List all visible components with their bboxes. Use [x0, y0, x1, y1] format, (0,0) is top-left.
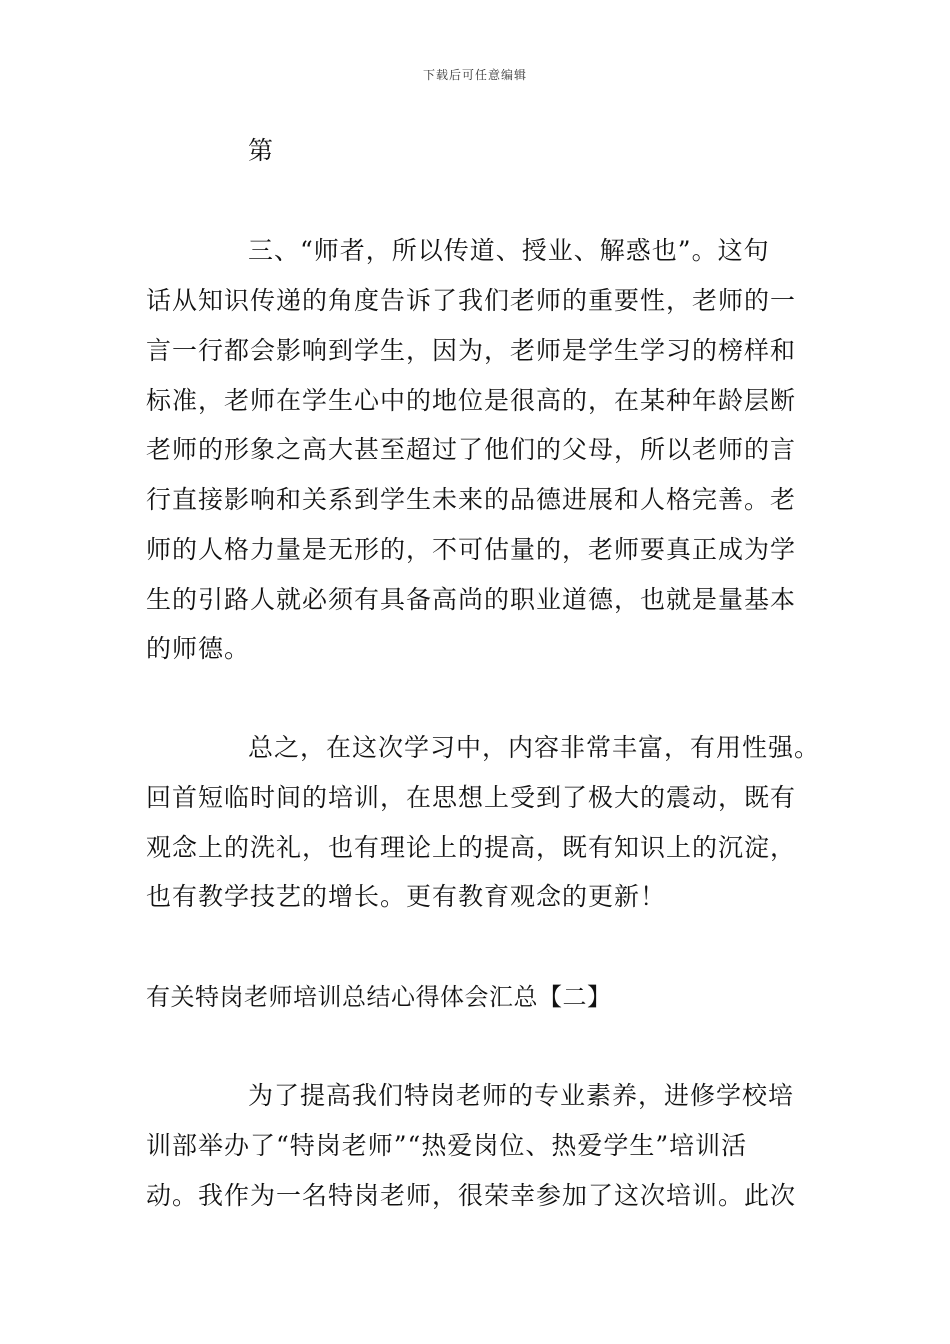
paragraph-line: 也有教学技艺的增长。更有教育观念的更新！ — [146, 882, 667, 911]
paragraph-line: 总之，在这次学习中，内容非常丰富，有用性强。 — [248, 733, 821, 762]
paragraph-line: 生的引路人就必须有具备高尚的职业道德，也就是量基本 — [146, 585, 797, 614]
paragraph-line: 话从知识传递的角度告诉了我们老师的重要性，老师的一 — [146, 286, 797, 315]
paragraph-line: 行直接影响和关系到学生未来的品德进展和人格完善。老 — [146, 485, 797, 514]
paragraph-line: 老师的形象之高大甚至超过了他们的父母，所以老师的言 — [146, 435, 797, 464]
paragraph-line: 师的人格力量是无形的，不可估量的，老师要真正成为学 — [146, 535, 797, 564]
paragraph-line: 动。我作为一名特岗老师，很荣幸参加了这次培训。此次 — [146, 1181, 797, 1210]
section-heading: 有关特岗老师培训总结心得体会汇总【二】 — [146, 983, 612, 1011]
text-line: 第 — [248, 136, 275, 165]
paragraph-line: 为了提高我们特岗老师的专业素养，进修学校培 — [248, 1081, 795, 1110]
paragraph-line: 三、“师者，所以传道、授业、解惑也”。这句 — [248, 236, 770, 265]
paragraph-line: 的师德。 — [146, 634, 251, 663]
page-header: 下载后可任意编辑 — [422, 68, 527, 82]
paragraph-line: 标准，老师在学生心中的地位是很高的，在某种年龄层断 — [146, 386, 797, 415]
paragraph-line: 观念上的洗礼，也有理论上的提高，既有知识上的沉淀， — [146, 833, 797, 862]
paragraph-line: 回首短临时间的培训，在思想上受到了极大的震动，既有 — [146, 783, 797, 812]
paragraph-line: 训部举办了“特岗老师”“热爱岗位、热爱学生”培训活 — [146, 1131, 748, 1160]
paragraph-line: 言一行都会影响到学生，因为，老师是学生学习的榜样和 — [146, 336, 797, 365]
